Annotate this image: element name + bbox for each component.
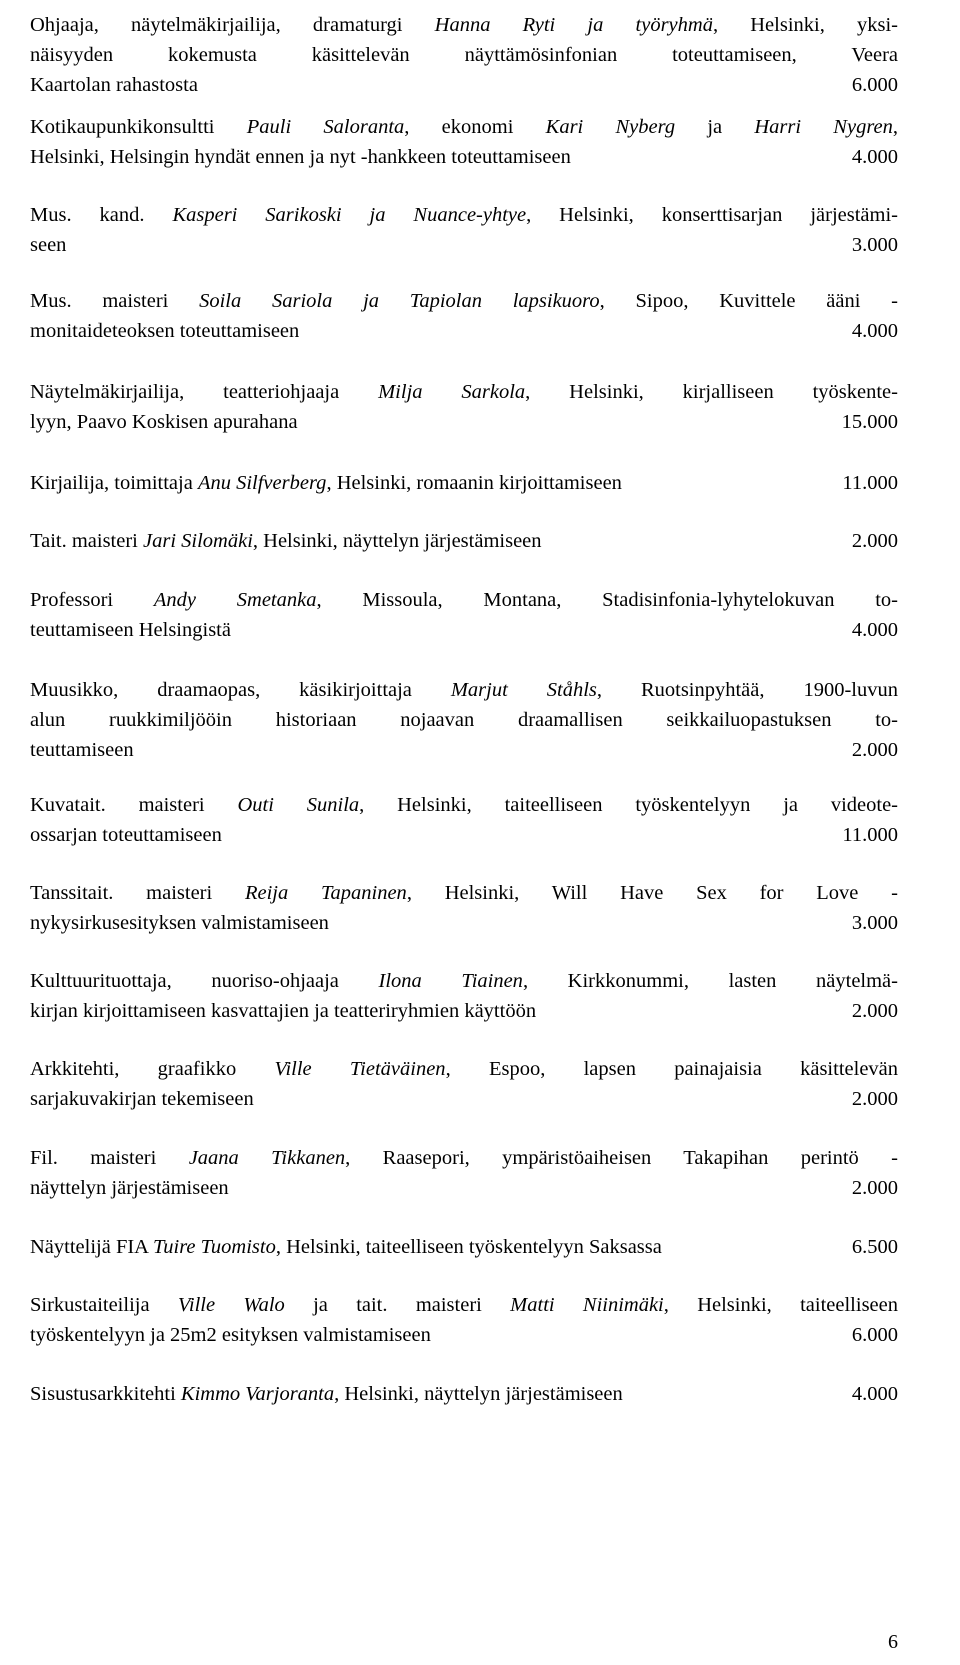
grant-entry [30, 1232, 898, 1262]
grant-amount: 4.000 [851, 1383, 898, 1405]
entry-text: , [892, 116, 898, 138]
recipient-name: Ville Tietäväinen [274, 1058, 446, 1080]
entry-text-line [30, 1054, 898, 1084]
entry-text: Mus. maisteri [30, 290, 200, 312]
grant-amount: 2.000 [851, 1088, 898, 1110]
entry-text: kirjan kirjoittamiseen kasvattajien ja teatteriryhmien käyttöön [30, 1000, 537, 1022]
entry-text: , Sipoo, Kuvittele ääni - [599, 290, 898, 312]
entry-text-line [30, 790, 898, 820]
entry-text: Tanssitait. maisteri [30, 882, 245, 904]
entry-text: ja [675, 116, 755, 138]
recipient-name: Kari Nyberg [545, 116, 676, 138]
entry-text-line [30, 705, 898, 735]
entry-text: Tait. maisteri [30, 530, 143, 552]
entry-text: , Helsinki, näyttelyn järjestämiseen [334, 1383, 623, 1405]
grant-amount: 6.000 [851, 1324, 898, 1346]
grant-entry [30, 585, 898, 645]
recipient-name: Harri Nygren [754, 116, 893, 138]
recipient-name: Kimmo Varjoranta [180, 1383, 335, 1405]
entry-text-line [30, 615, 898, 645]
grant-amount: 3.000 [851, 912, 898, 934]
grant-entry [30, 790, 898, 850]
grant-amount: 15.000 [841, 411, 898, 433]
entry-text-line [30, 1173, 898, 1203]
grant-amount: 3.000 [851, 234, 898, 256]
entry-text: näyttelyn järjestämiseen [30, 1177, 229, 1199]
entry-text-line [30, 468, 898, 498]
entry-text: Näyttelijä FIA [30, 1236, 153, 1258]
entry-text: työskentelyyn ja 25m2 esityksen valmistamiseen [30, 1324, 431, 1346]
entry-text: Mus. kand. [30, 204, 173, 226]
entry-text: , Helsinki, näyttelyn järjestämiseen [252, 530, 542, 552]
entry-text: monitaideteoksen toteuttamiseen [30, 320, 300, 342]
entry-text: Kaartolan rahastosta [30, 74, 198, 96]
grant-amount: 6.000 [851, 74, 898, 96]
entry-text: , Helsinki, kirjalliseen työskente- [525, 381, 898, 403]
grant-entry [30, 878, 898, 938]
entry-text-line [30, 70, 898, 100]
entry-text-line [30, 675, 898, 705]
entry-text-line [30, 377, 898, 407]
grant-amount: 4.000 [851, 146, 898, 168]
grant-entry [30, 966, 898, 1026]
page-number: 6 [888, 1631, 898, 1653]
entry-text: Muusikko, draamaopas, käsikirjoittaja [30, 679, 451, 701]
recipient-name: Ville Walo [177, 1294, 285, 1316]
entry-text: Ohjaaja, näytelmäkirjailija, dramaturgi [30, 14, 435, 36]
entry-text: nykysirkusesityksen valmistamiseen [30, 912, 329, 934]
entry-text-line [30, 142, 898, 172]
grant-amount: 11.000 [842, 472, 898, 494]
entry-text: Sisustusarkkitehti [30, 1383, 181, 1405]
recipient-name: Milja Sarkola [378, 381, 526, 403]
grant-amount: 2.000 [851, 1000, 898, 1022]
recipient-name: Tuire Tuomisto [152, 1236, 276, 1258]
entry-text: Arkkitehti, graafikko [30, 1058, 275, 1080]
recipient-name: Outi Sunila [237, 794, 360, 816]
entry-text-line [30, 585, 898, 615]
grant-amount: 2.000 [851, 1177, 898, 1199]
grant-amount: 4.000 [851, 320, 898, 342]
grant-entry [30, 675, 898, 765]
entry-text: , Helsinki, taiteelliseen [663, 1294, 898, 1316]
entry-text: , Missoula, Montana, Stadisinfonia-lyhytelokuvan to- [316, 589, 898, 611]
entry-text-line [30, 996, 898, 1026]
grant-entry [30, 1143, 898, 1203]
entry-text: Näytelmäkirjailija, teatteriohjaaja [30, 381, 379, 403]
entry-text: Helsinki, Helsingin hyndät ennen ja nyt -hankkeen toteuttamiseen [30, 146, 571, 168]
entry-text: teuttamiseen [30, 739, 134, 761]
entry-text-line [30, 966, 898, 996]
recipient-name: Soila Sariola ja Tapiolan lapsikuoro [199, 290, 600, 312]
entry-text-line [30, 820, 898, 850]
entry-text: , Raasepori, ympäristöaiheisen Takapihan perintö - [345, 1147, 898, 1169]
entry-text: Sirkustaiteilija [30, 1294, 178, 1316]
grant-entry [30, 1379, 898, 1409]
grant-entry [30, 1054, 898, 1114]
recipient-name: Andy Smetanka [153, 589, 317, 611]
entry-text: ossarjan toteuttamiseen [30, 824, 222, 846]
entry-text: Kotikaupunkikonsultti [30, 116, 247, 138]
entry-text: , Helsinki, romaanin kirjoittamiseen [326, 472, 622, 494]
recipient-name: Anu Silfverberg [197, 472, 327, 494]
entry-text: seen [30, 234, 67, 256]
entry-text: alun ruukkimiljööin historiaan nojaavan draamallisen seikkailuopastuksen to- [30, 709, 898, 731]
recipient-name: Pauli Saloranta [246, 116, 405, 138]
entry-text-line [30, 1379, 898, 1409]
entry-text: , Helsinki, Will Have Sex for Love - [406, 882, 898, 904]
recipient-name: Matti Niinimäki [510, 1294, 664, 1316]
grant-entry [30, 468, 898, 498]
entry-text: Kirjailija, toimittaja [30, 472, 198, 494]
entry-text-line [30, 200, 898, 230]
recipient-name: Kasperi Sarikoski ja Nuance-yhtye [172, 204, 527, 226]
grant-entry [30, 526, 898, 556]
entry-text: teuttamiseen Helsingistä [30, 619, 231, 641]
entry-text-line [30, 230, 898, 260]
recipient-name: Hanna Ryti ja työryhmä [434, 14, 713, 36]
grant-amount: 6.500 [851, 1236, 898, 1258]
entry-text: , ekonomi [404, 116, 546, 138]
entry-text: Kulttuurituottaja, nuoriso-ohjaaja [30, 970, 379, 992]
grant-entry [30, 377, 898, 437]
grant-amount: 4.000 [851, 619, 898, 641]
grant-amount: 11.000 [842, 824, 898, 846]
entry-text: , Espoo, lapsen painajaisia käsittelevän [445, 1058, 898, 1080]
recipient-name: Jaana Tikkanen [188, 1147, 346, 1169]
entry-text-line [30, 735, 898, 765]
entry-text-line [30, 1084, 898, 1114]
entry-text-line [30, 1232, 898, 1262]
grant-entry [30, 1290, 898, 1350]
grant-entry [30, 10, 898, 100]
entry-text-line [30, 286, 898, 316]
entry-text-line [30, 1143, 898, 1173]
entry-text-line [30, 407, 898, 437]
entry-text: , Helsinki, taiteelliseen työskentelyyn Saksassa [275, 1236, 662, 1258]
entry-text: , Helsinki, konserttisarjan järjestämi- [526, 204, 898, 226]
entry-text-line [30, 112, 898, 142]
recipient-name: Jari Silomäki [143, 530, 253, 552]
recipient-name: Reija Tapaninen [244, 882, 407, 904]
grant-entry [30, 286, 898, 346]
entry-text: , Ruotsinpyhtää, 1900-luvun [596, 679, 898, 701]
entry-text: , Helsinki, yksi- [712, 14, 898, 36]
entry-text-line [30, 10, 898, 40]
grant-amount: 2.000 [851, 530, 898, 552]
grant-entry [30, 112, 898, 172]
entry-text-line [30, 1320, 898, 1350]
entry-text-line [30, 908, 898, 938]
entry-text-line [30, 1290, 898, 1320]
entry-text: sarjakuvakirjan tekemiseen [30, 1088, 254, 1110]
grant-amount: 2.000 [851, 739, 898, 761]
entry-text-line [30, 316, 898, 346]
entry-text: Kuvatait. maisteri [30, 794, 238, 816]
entry-text-line [30, 878, 898, 908]
recipient-name: Marjut Ståhls [450, 679, 597, 701]
entry-text: , Helsinki, taiteelliseen työskentelyyn ja videote- [359, 794, 898, 816]
recipient-name: Ilona Tiainen [378, 970, 523, 992]
entry-text: ja tait. maisteri [284, 1294, 511, 1316]
entry-text: lyyn, Paavo Koskisen apurahana [30, 411, 298, 433]
entry-text-line [30, 40, 898, 70]
grant-entry [30, 200, 898, 260]
entry-text: , Kirkkonummi, lasten näytelmä- [522, 970, 898, 992]
entry-text: Fil. maisteri [30, 1147, 189, 1169]
entry-text-line [30, 526, 898, 556]
entry-text: Professori [30, 589, 154, 611]
entry-text: näisyyden kokemusta käsittelevän näyttämösinfonian toteuttamiseen, Veera [30, 44, 898, 66]
